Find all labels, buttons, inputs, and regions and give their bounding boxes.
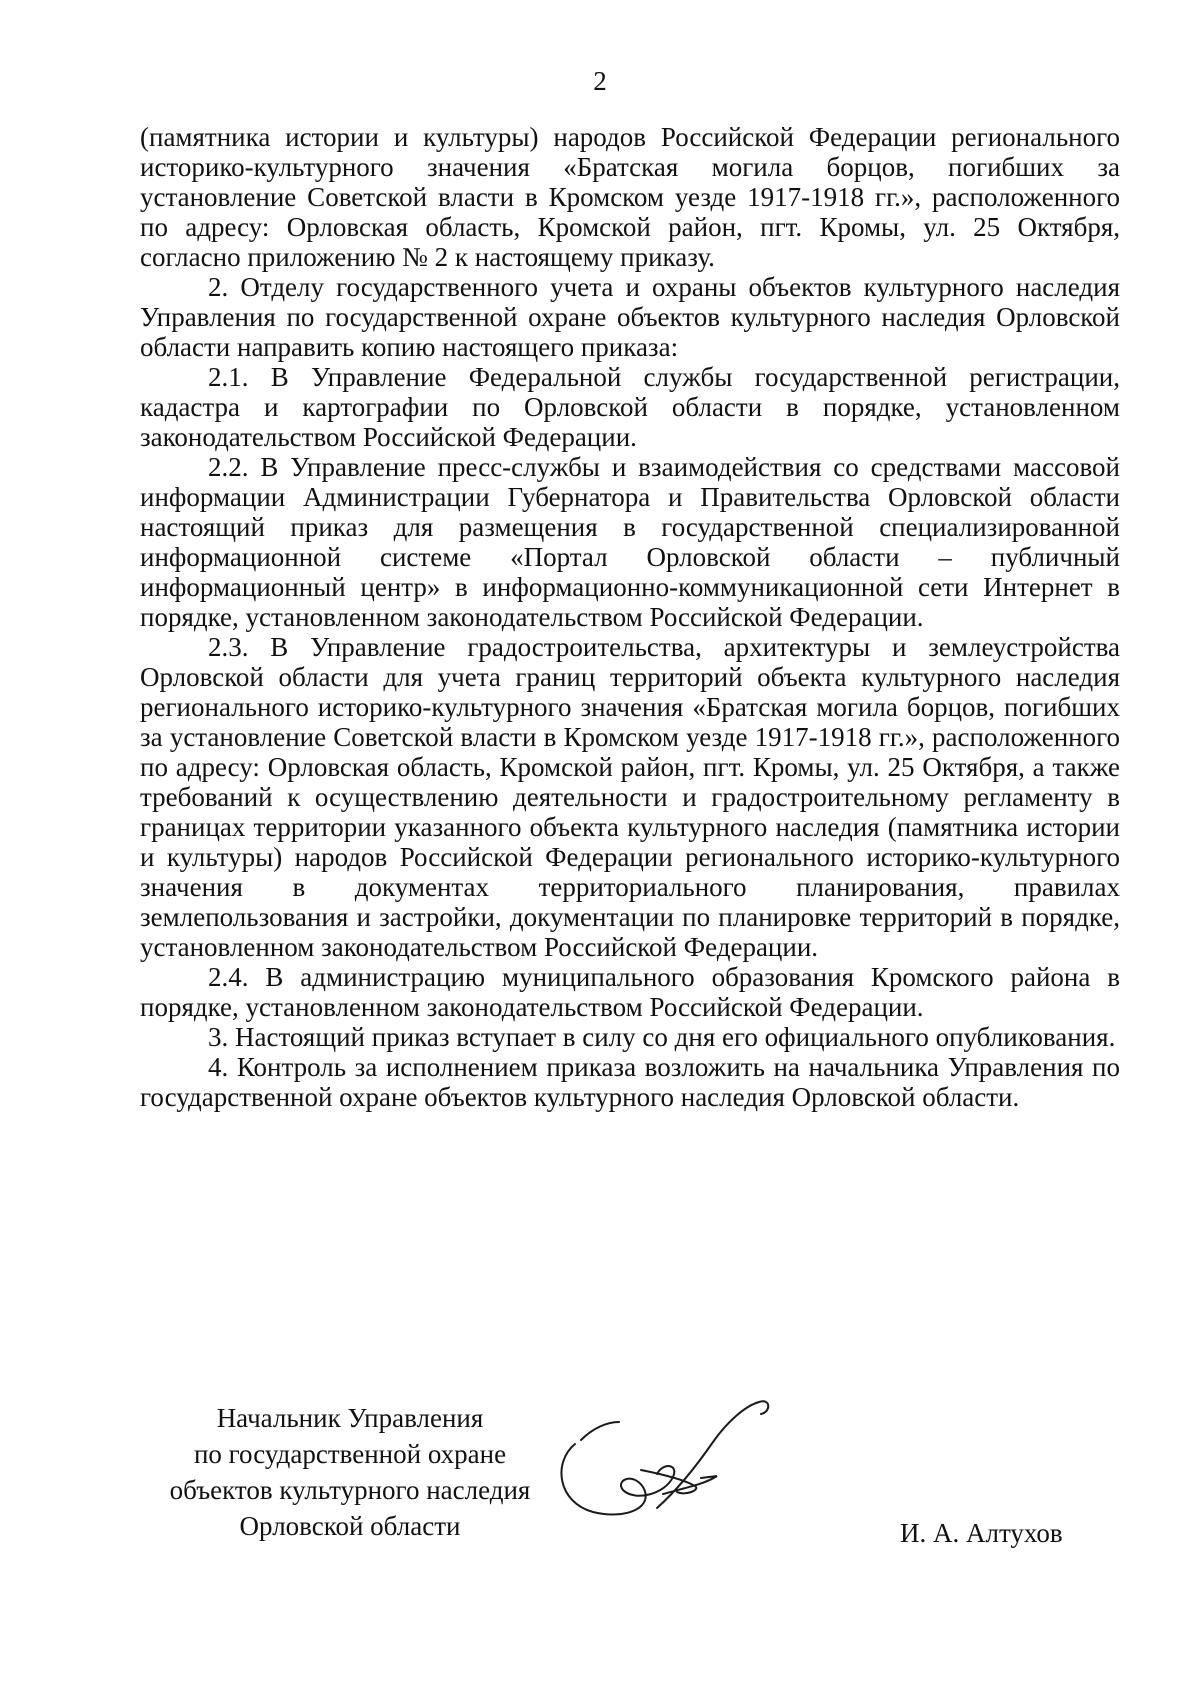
paragraph-continuation: (памятника истории и культуры) народов Российской Федерации регионального историко-культурного значения «Братская могила борцов, погибших за установление Советской власти в Кромском уезде 1917-1918 гг.», расположенного по адресу: Орловская область, Кромской район, пгт. Кромы, ул. 25 Октября, согласно приложению № 2 к настоящему приказу.: [140, 122, 1120, 272]
signer-position-line: Орловской области: [239, 1511, 461, 1541]
paragraph-item-2: 2. Отделу государственного учета и охраны объектов культурного наследия Управления по государственной охране объектов культурного наследия Орловской области направить копию настоящего приказа:: [140, 272, 1120, 362]
handwritten-signature: [545, 1382, 795, 1532]
page-number: 2: [593, 66, 607, 96]
signer-position: [140, 1400, 560, 1544]
paragraph-item-2-2: 2.2. В Управление пресс-службы и взаимодействия со средствами массовой информации Администрации Губернатора и Правительства Орловской области настоящий приказ для размещения в государственной специализированной информационной системе «Портал Орловской области – публичный информационный центр» в информационно-коммуникационной сети Интернет в порядке, установленном законодательством Российской Федерации.: [140, 452, 1120, 632]
paragraph-item-2-3: 2.3. В Управление градостроительства, архитектуры и землеустройства Орловской области для учета границ территорий объекта культурного наследия регионального историко-культурного значения «Братская могила борцов, погибших за установление Советской власти в Кромском уезде 1917-1918 гг.», расположенного по адресу: Орловская область, Кромской район, пгт. Кромы, ул. 25 Октября, а также требований к осуществлению деятельности и градостроительному регламенту в границах территории указанного объекта культурного наследия (памятника истории и культуры) народов Российской Федерации регионального историко-культурного значения в документах территориального планирования, правилах землепользования и застройки, документации по планировке территорий в порядке, установленном законодательством Российской Федерации.: [140, 632, 1120, 962]
paragraph-item-2-4: 2.4. В администрацию муниципального образования Кромского района в порядке, установленном законодательством Российской Федерации.: [140, 962, 1120, 1022]
signer-position-line: Начальник Управления: [216, 1403, 484, 1433]
paragraph-item-4: 4. Контроль за исполнением приказа возложить на начальника Управления по государственной охране объектов культурного наследия Орловской области.: [140, 1052, 1120, 1112]
signer-name: И. А. Алтухов: [900, 1518, 1063, 1548]
paragraph-item-3: 3. Настоящий приказ вступает в силу со дня его официального опубликования.: [208, 1022, 1116, 1052]
signer-position-line: объектов культурного наследия: [169, 1475, 531, 1505]
signer-position-line: по государственной охране: [193, 1439, 507, 1469]
document-body: [140, 122, 1120, 1112]
paragraph-item-2-1: 2.1. В Управление Федеральной службы государственной регистрации, кадастра и картографии по Орловской области в порядке, установленном законодательством Российской Федерации.: [140, 362, 1120, 452]
signature-block: [0, 1400, 1200, 1560]
